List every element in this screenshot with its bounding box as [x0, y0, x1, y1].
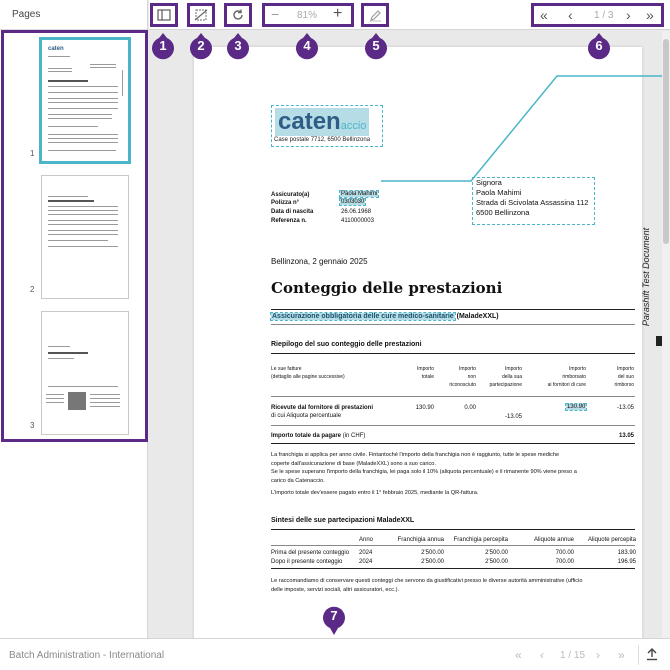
upload-button[interactable]: [645, 647, 659, 666]
policy-number[interactable]: 0303030: [341, 199, 365, 205]
synthesis-value: 700.00: [555, 559, 574, 565]
summary-reimbursed[interactable]: 130.90: [567, 404, 586, 410]
toggle-sidebar-button[interactable]: [150, 3, 178, 27]
watermark: Parashift Test Document: [641, 227, 651, 327]
insurance-type-line: [271, 313, 499, 320]
synthesis-year: 2024: [359, 550, 373, 556]
last-page-button[interactable]: »: [646, 7, 654, 23]
total-label: Importo totale da pagare (in CHF): [271, 433, 366, 439]
column-header: Importo totale: [417, 366, 434, 380]
document-page: [194, 47, 651, 638]
callout-badge-6: 6: [587, 33, 611, 59]
field-label: Data di nascita: [271, 209, 314, 215]
closing-note: Le raccomandiamo di conservare questi conteggi che servono da giustificativi presso le diverse autorità amministrative (ufficio delle imposte, servizi sociali, altri assicuratori, ecc.).: [271, 578, 583, 593]
footer-next-button[interactable]: ›: [596, 648, 600, 662]
summary-row-label: Ricevute dal fornitore di prestazioni: [271, 405, 374, 411]
field-label: Polizza n°: [271, 200, 300, 206]
callout-badge-3: 3: [226, 33, 250, 59]
column-header: Importo della sua partecipazione: [489, 366, 522, 388]
synthesis-row-label: Dopo il presente conteggio: [271, 559, 343, 565]
pages-sidebar: [0, 0, 148, 670]
scrollbar-thumb[interactable]: [663, 39, 669, 244]
annotations-off-icon: [194, 9, 208, 21]
page-thumbnail-1[interactable]: [39, 37, 131, 164]
summary-participation: -13.05: [504, 414, 522, 420]
zoom-level: 81%: [297, 10, 318, 21]
callout-badge-7: 7: [322, 605, 346, 631]
synthesis-value: 183.90: [617, 550, 636, 556]
column-header: Franchigia annua: [397, 537, 444, 543]
synthesis-row-label: Prima del presente conteggio: [271, 550, 350, 556]
total-value: 13.05: [618, 433, 634, 439]
synthesis-year: 2024: [359, 559, 373, 565]
thumbnail-logo: caten: [48, 46, 64, 52]
field-label: Assicurato(a): [271, 192, 310, 198]
sidebar-title: Pages: [12, 9, 41, 20]
column-header: Aliquote percepita: [587, 537, 636, 543]
recipient-street: Strada di Scivolata Assassina 112: [476, 198, 589, 207]
thumbnail-number: 1: [30, 149, 35, 158]
synthesis-value: 2'500.00: [421, 550, 444, 556]
footer-first-button[interactable]: «: [515, 648, 522, 662]
recipient-address-box[interactable]: [472, 177, 595, 225]
zoom-in-button[interactable]: +: [333, 5, 343, 22]
synthesis-value: 700.00: [555, 550, 574, 556]
sender-address: Case postale 7712, 6500 Bellinzona: [274, 137, 371, 143]
field-label: Referenza n.: [271, 218, 307, 224]
synthesis-value: 196.95: [617, 559, 636, 565]
thumbnail-number: 3: [30, 421, 35, 430]
summary-not-recognized: 0.00: [464, 405, 476, 411]
summary-heading: Riepilogo del suo conteggio delle prestazioni: [271, 341, 422, 348]
recipient-name: Paola Mahimi: [476, 188, 522, 197]
column-header: Importo del suo rimborso: [614, 366, 634, 388]
insurance-type[interactable]: Assicurazione obbligatoria delle cure medico-sanitarie: [272, 313, 454, 320]
page-thumbnail-3[interactable]: [41, 311, 129, 435]
column-header: Le sue fatture (dettaglio alle pagine successive): [271, 366, 345, 380]
recipient-city: 6500 Bellinzona: [476, 208, 530, 217]
callout-badge-2: 2: [189, 33, 213, 59]
summary-row-sublabel: di cui Aliquota percentuale: [271, 413, 342, 419]
column-header: Importo non riconosciuto: [449, 366, 476, 388]
payment-note: L'importo totale dev'essere pagato entro il 1° febbraio 2025, mediante la QR-fattura.: [271, 490, 479, 496]
previous-page-button[interactable]: ‹: [568, 7, 573, 23]
page-indicator: 1 / 3: [594, 10, 614, 21]
recipient-salutation: Signora: [476, 178, 502, 187]
column-header: Anno: [359, 537, 374, 543]
column-header: Franchigia percepita: [453, 537, 508, 543]
birth-date: 26.06.1968: [341, 209, 372, 215]
upload-icon: [645, 647, 659, 661]
page-navigation: [531, 3, 664, 27]
footer-prev-button[interactable]: ‹: [540, 648, 544, 662]
column-header: Aliquote annue: [533, 537, 574, 543]
franchise-notes: La franchigia si applica per anno civile. Fintantoché l'importo della franchigia non è raggiunto, tutte le spese mediche coperte dall'assicurazione di base (MaladeXXL) sono a suo carico. Se le spese superano l'importo della franchigia, lei paga solo il 10% (aliquota percentuale) e il rimanente 90% viene preso a carico da Catenaccio.: [271, 452, 577, 484]
pen-icon: [369, 9, 382, 22]
sidebar-header: [0, 0, 148, 30]
summary-total: 130.90: [415, 405, 434, 411]
qr-code-icon: [68, 392, 86, 410]
sender-logo-box[interactable]: [271, 105, 383, 147]
column-header: Importo rimborsato ai fornitori di cure: [547, 366, 586, 388]
zoom-out-button[interactable]: −: [271, 6, 280, 22]
insured-name[interactable]: Paola Mahimi: [341, 191, 378, 197]
callout-badge-4: 4: [295, 33, 319, 59]
document-title: Conteggio delle prestazioni: [271, 279, 503, 297]
callout-badge-5: 5: [364, 33, 388, 59]
synthesis-value: 2'500.00: [421, 559, 444, 565]
footer-page-indicator: 1 / 15: [560, 650, 586, 661]
synthesis-heading: Sintesi delle sue partecipazioni MaladeXXL: [271, 517, 415, 524]
vertical-scrollbar[interactable]: [662, 31, 670, 638]
rotate-button[interactable]: [224, 3, 252, 27]
synthesis-value: 2'500.00: [485, 559, 508, 565]
sidebar-icon: [157, 9, 171, 21]
reference-number: 4110000003: [341, 218, 374, 224]
callout-badge-1: 1: [151, 33, 175, 59]
thumbnail-number: 2: [30, 285, 35, 294]
summary-own-refund: -13.05: [616, 405, 634, 411]
synthesis-value: 2'500.00: [485, 550, 508, 556]
toggle-annotations-button[interactable]: [187, 3, 215, 27]
footer-separator: [638, 645, 639, 665]
zoom-control: [262, 3, 354, 27]
first-page-button[interactable]: «: [540, 7, 548, 23]
batch-title: Batch Administration - International: [9, 650, 165, 661]
page-thumbnail-2[interactable]: [41, 175, 129, 299]
thumbnail-list: [1, 30, 148, 442]
footer-bar: [0, 638, 670, 670]
next-page-button[interactable]: ›: [626, 7, 631, 23]
footer-last-button[interactable]: »: [618, 648, 625, 662]
company-logo: catenaccio: [275, 108, 369, 136]
rotate-icon: [231, 8, 245, 22]
document-viewer: [149, 31, 670, 638]
draw-button[interactable]: [361, 3, 389, 27]
place-date: Bellinzona, 2 gennaio 2025: [271, 257, 368, 266]
insurance-code: (MaladeXXL): [456, 313, 499, 320]
